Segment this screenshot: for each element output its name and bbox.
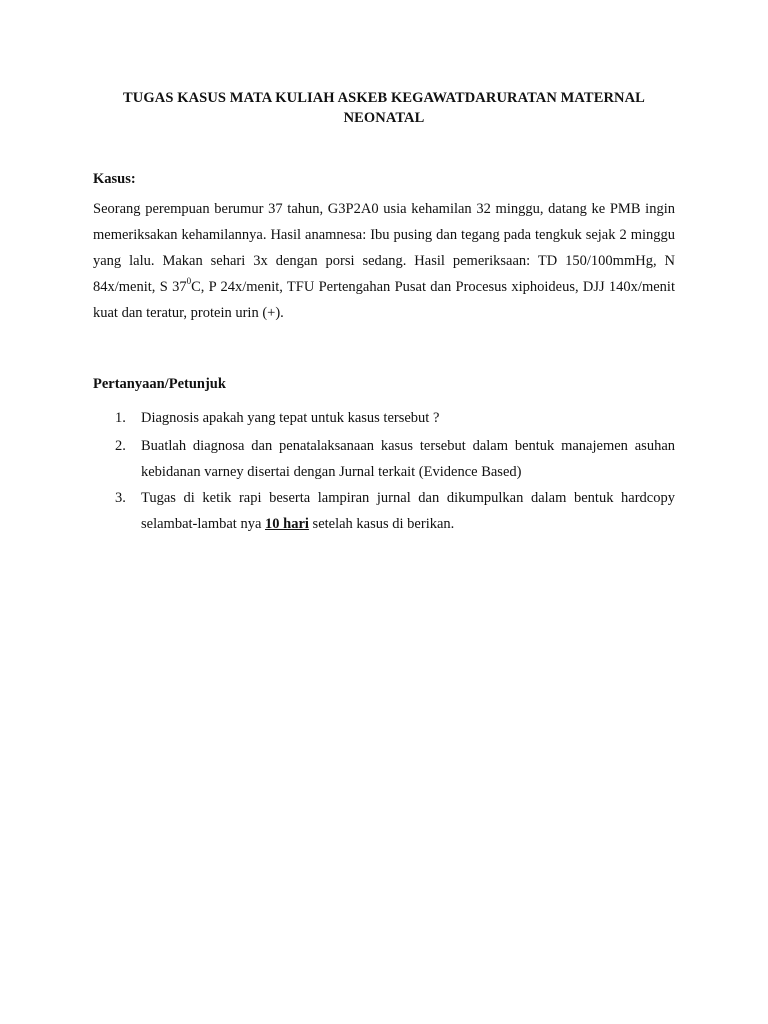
question-text-before: Tugas di ketik rapi beserta lampiran jurnal dan dikumpulkan dalam bentuk hardcopy selambat-lambat nya bbox=[141, 490, 675, 532]
degree-superscript: 0 bbox=[186, 276, 192, 287]
case-text-part-1: Seorang perempuan berumur 37 tahun, G3P2A0 usia kehamilan 32 minggu, datang ke PMB ingin memeriksakan kehamilannya. Hasil anamnesa: Ibu pusing dan tegang pada tengkuk sejak 2 minggu yang lalu. Makan sehari 3x dengan porsi sedang. Hasil pemeriksaan: TD 150/100mmHg, N 84x/menit, S 37 bbox=[93, 201, 675, 295]
question-item-2 bbox=[93, 433, 675, 485]
document-title bbox=[92, 88, 676, 128]
case-description bbox=[93, 196, 675, 326]
document-title-line-2: NEONATAL bbox=[343, 110, 425, 126]
kasus-heading: Kasus: bbox=[93, 171, 136, 187]
questions-list bbox=[93, 405, 675, 537]
case-text-part-2: C, P 24x/menit, TFU Pertengahan Pusat dan Procesus xiphoideus, DJJ 140x/menit kuat dan teratur, protein urin (+). bbox=[93, 279, 675, 321]
question-text: Buatlah diagnosa dan penatalaksanaan kasus tersebut dalam bentuk manajemen asuhan kebidanan varney disertai dengan Jurnal terkait (Evidence Based) bbox=[141, 438, 675, 480]
question-number: 2. bbox=[115, 438, 126, 454]
deadline-emphasis: 10 hari bbox=[265, 516, 309, 532]
question-text-after: setelah kasus di berikan. bbox=[308, 516, 455, 532]
question-item-3 bbox=[93, 485, 675, 537]
question-text: Diagnosis apakah yang tepat untuk kasus tersebut ? bbox=[141, 410, 440, 426]
questions-heading: Pertanyaan/Petunjuk bbox=[93, 376, 226, 392]
question-item-1 bbox=[93, 405, 675, 431]
document-title-line-1: TUGAS KASUS MATA KULIAH ASKEB KEGAWATDARURATAN MATERNAL bbox=[123, 90, 645, 106]
question-number: 1. bbox=[115, 410, 126, 426]
question-number: 3. bbox=[115, 490, 126, 506]
